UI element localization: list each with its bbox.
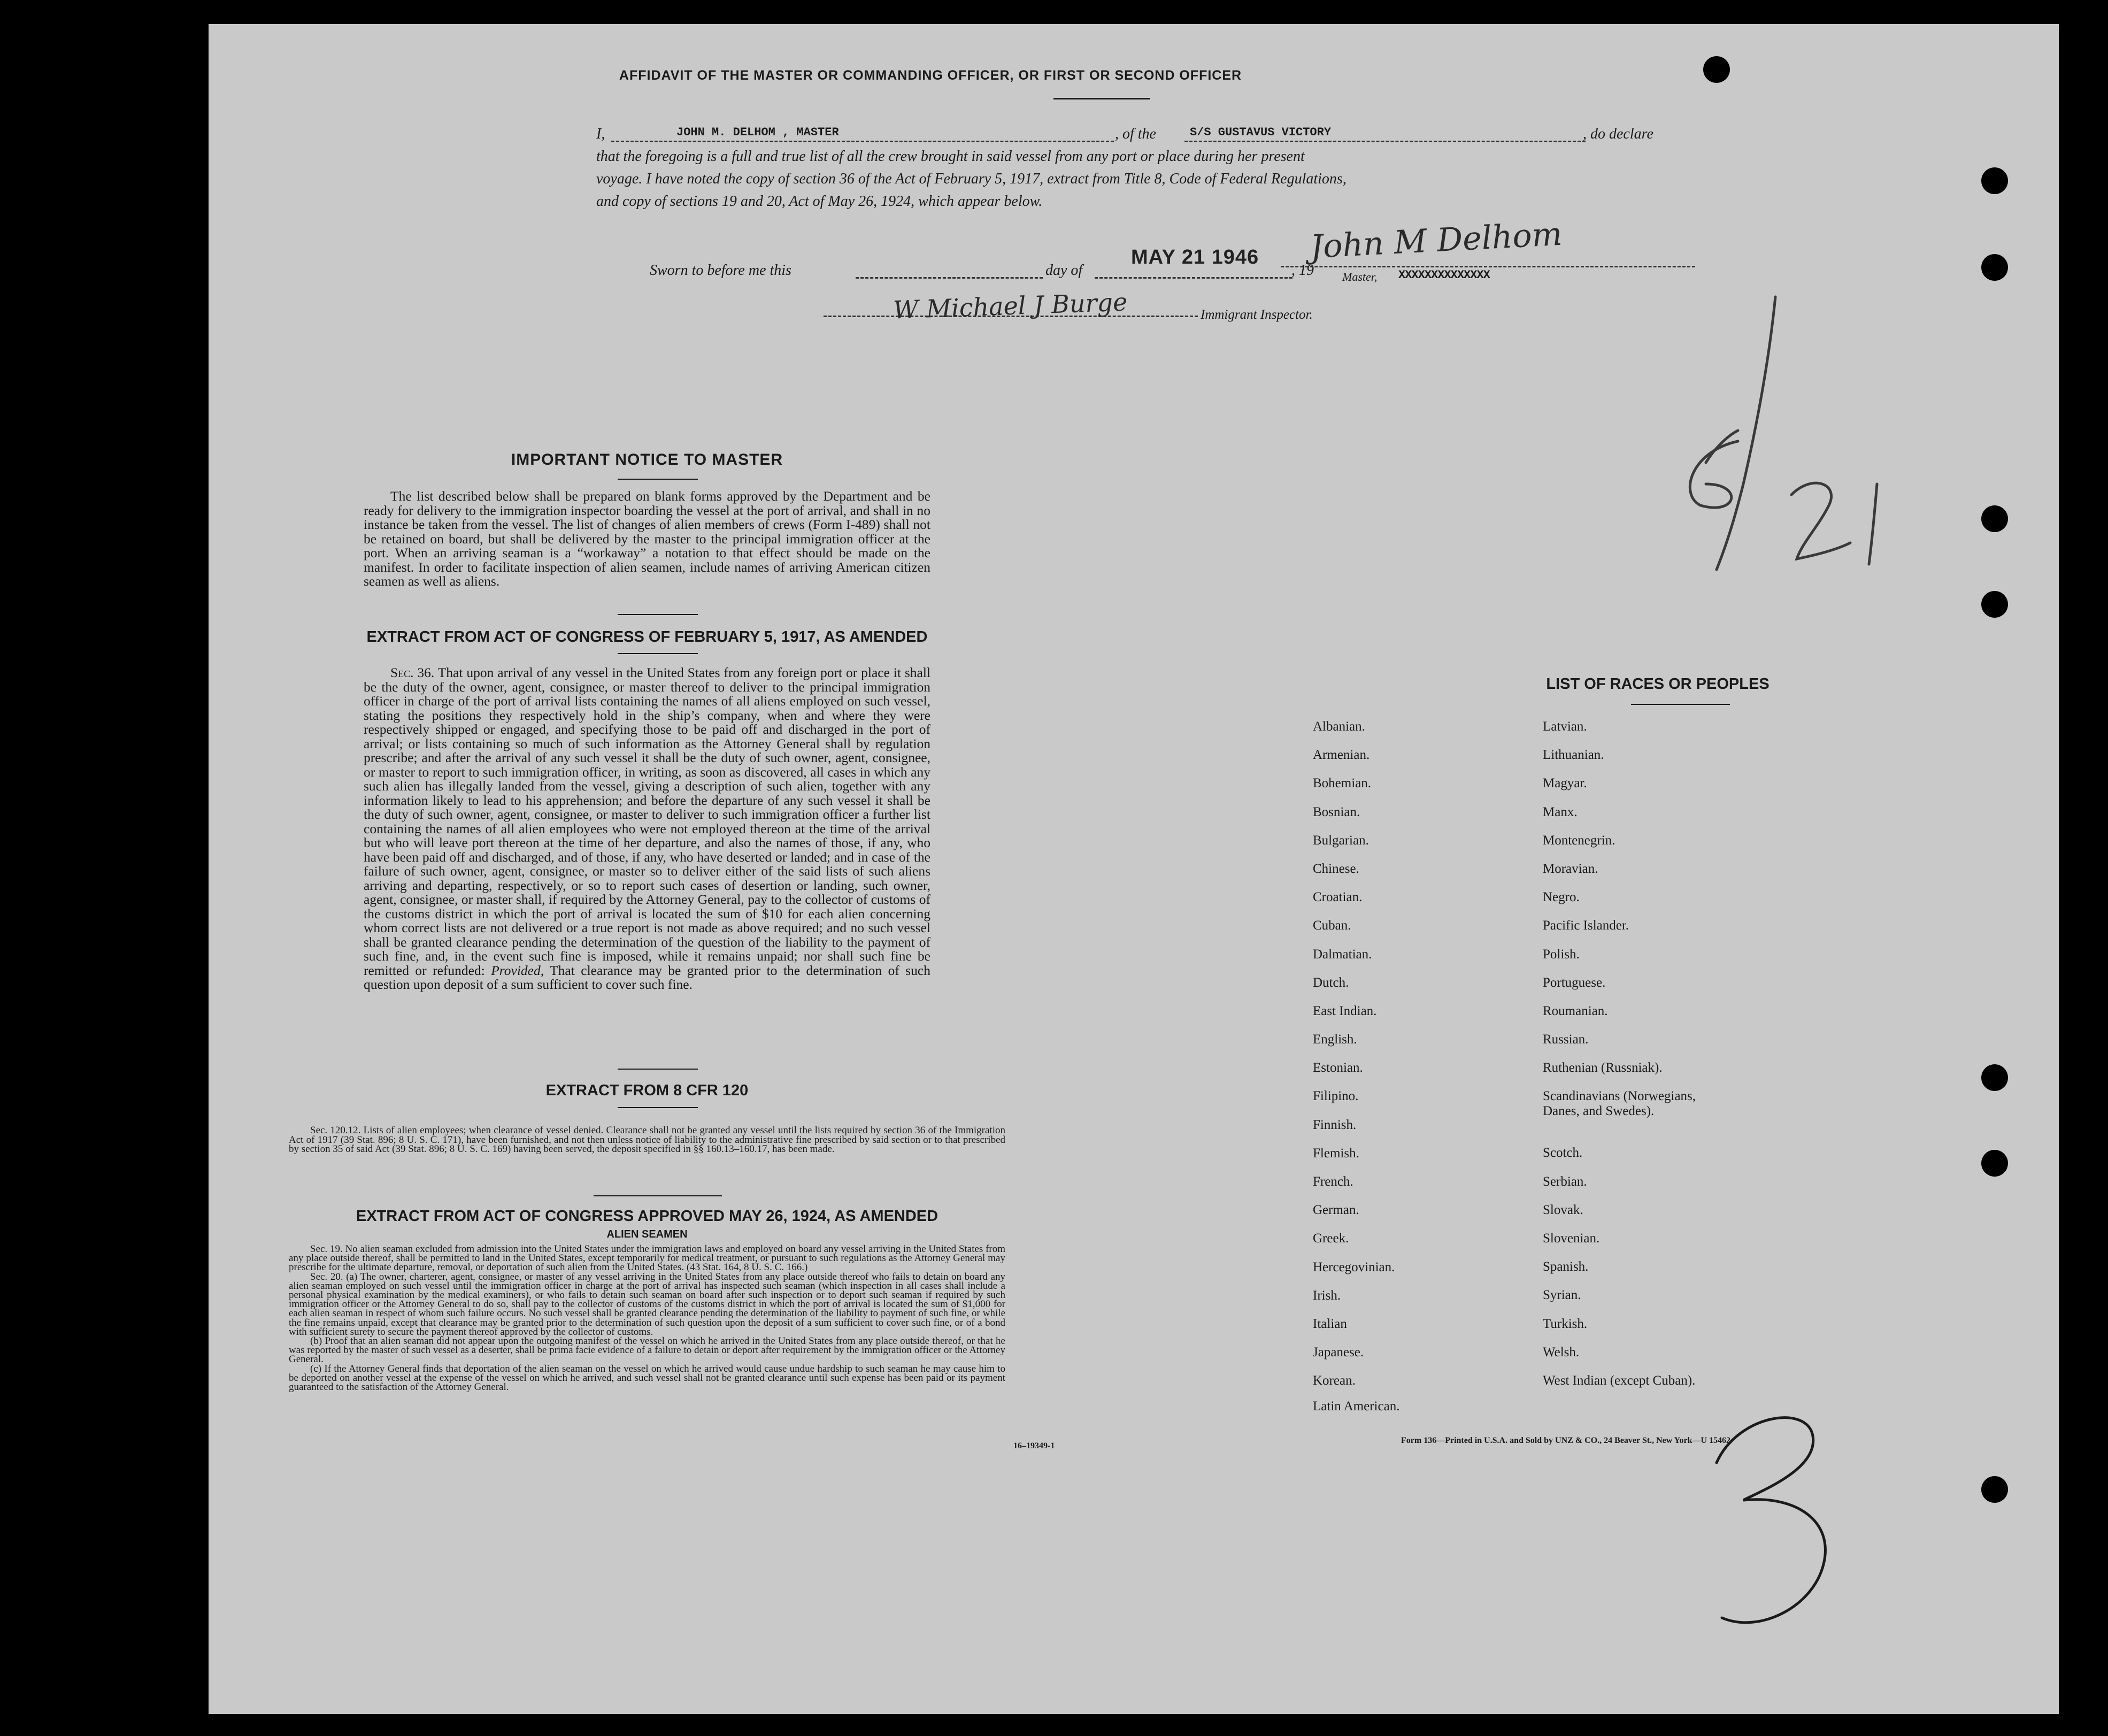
race-item: Syrian. [1543,1288,1581,1303]
race-item: Serbian. [1543,1174,1587,1189]
race-item: Portuguese. [1543,975,1606,990]
race-item: Latin American. [1313,1399,1400,1414]
dotted-line [1281,266,1695,267]
race-item: Pacific Islander. [1543,918,1629,933]
year-label: , 19 [1291,262,1314,279]
race-item: Greek. [1313,1231,1349,1246]
punch-hole [1981,254,2008,281]
race-item: Italian [1313,1316,1347,1331]
race-item: English. [1313,1032,1357,1047]
day-of-label: day of [1045,262,1083,279]
race-item: Korean. [1313,1373,1356,1388]
extract-1924-body [289,1245,1005,1392]
master-signature: John M Delhom [1309,215,1564,266]
race-item: Montenegrin. [1543,833,1615,848]
declaration-line-2: that the foregoing is a full and true list of all the crew brought in said vessel from any port or place during her present [596,148,1305,165]
race-item: Dalmatian. [1313,947,1372,962]
sec-20c-text: (c) If the Attorney General finds that deportation of the alien seaman on the vessel on which he arrived would cause undue hardship to such seaman he may cause him to be deported on another vessel at the expense of the vessel on which he arrived, and such vessel shall not be granted clearance until such expense has been paid or its payment guaranteed to the satisfaction of the Attorney General. [289,1363,1005,1393]
race-item: Japanese. [1313,1345,1364,1360]
do-declare-label: , do declare [1583,126,1653,142]
printer-footer: Form 136—Printed in U.S.A. and Sold by UNZ & CO., 24 Beaver St., New York—U 15462 [1401,1436,1731,1445]
race-item: Negro. [1543,890,1580,905]
race-item: Spanish. [1543,1259,1589,1274]
race-item: Estonian. [1313,1061,1363,1076]
race-item: East Indian. [1313,1003,1377,1018]
declaration-line-3: voyage. I have noted the copy of section 36 of the Act of February 5, 1917, extract from Title 8, Code of Federal Regulations, [596,171,1347,187]
race-item: Bosnian. [1313,804,1360,819]
punch-hole [1981,591,2008,618]
race-item: Bohemian. [1313,776,1372,791]
race-item: Roumanian. [1543,1003,1608,1018]
race-item: Slovak. [1543,1202,1583,1217]
declaration-line-4: and copy of sections 19 and 20, Act of May 26, 1924, which appear below. [596,193,1043,210]
cfr-body: Sec. 120.12. Lists of alien employees; when clearance of vessel denied. Clearance shall not be granted any vessel until the lists required by section 36 of the Immigration Act of 1917 (39 Stat. 896; 8 U. S. C. 171), have been furnished, and not then unless notice of liability to the administrative fine prescribed by said section or to that prescribed by section 35 of said Act (39 Stat. 896; 8 U. S. C. 169) having been served, the deposit specified in §§ 160.13–160.17, has been made. [289,1125,1005,1155]
race-item: Albanian. [1313,719,1365,734]
race-item: French. [1313,1174,1353,1189]
races-left-column [1313,719,1527,1428]
dotted-line [856,277,1043,279]
punch-hole [1703,56,1730,83]
sec-20a-text: Sec. 20. (a) The owner, charterer, agent, consignee, or master of any vessel arriving in the United States from any place outside thereof who fails to detain on board any alien seaman employed on such vessel until the immigration officer in charge at the port of arrival has inspected such seaman (which inspection in all cases shall include a personal physical examination by the medical examiners), or who fails to detain such seaman on board after such inspection or to deport such seaman if required by such immigration officer or the Attorney General to do so, shall pay to the collector of customs of the customs district in which the port of arrival is located the sum of $1,000 for each alien seaman in respect of whom such failure occurs. No such vessel shall be granted clearance pending the determination of the liability to payment of such fine, or while the fine remains unpaid, except that clearance may be granted prior to the determination of such question upon the deposit of a sum sufficient to cover such fine, or of a bond with sufficient surety to secure the payment thereof approved by the collector of customs. [289,1271,1005,1338]
race-item: Latvian. [1543,719,1587,734]
race-item: Russian. [1543,1032,1589,1047]
extract-1917-body [364,666,930,992]
race-item: Cuban. [1313,918,1351,933]
extract-1917-rule [618,653,698,654]
race-item: Moravian. [1543,861,1598,876]
vessel-name-field: S/S GUSTAVUS VICTORY [1190,126,1332,139]
punch-hole [1981,1064,2008,1091]
race-item: Filipino. [1313,1089,1359,1104]
race-item: West Indian (except Cuban). [1543,1373,1696,1388]
cfr-end-rule [594,1195,722,1196]
i-label: I, [596,126,605,142]
punch-hole [1981,167,2008,194]
notice-title: IMPORTANT NOTICE TO MASTER [511,451,783,468]
form-code: 16–19349-1 [1013,1441,1055,1450]
struck-officer-title: XXXXXXXXXXXXXX [1398,268,1490,282]
affidavit-title: AFFIDAVIT OF THE MASTER OR COMMANDING OFFICER, OR FIRST OR SECOND OFFICER [619,68,1242,83]
punch-hole [1981,505,2008,532]
dotted-line [1095,277,1293,279]
sec-20b-text: (b) Proof that an alien seaman did not appear upon the outgoing manifest of the vessel on which he arrived in the United States from any place outside thereof, or that he was reported by the master of such vessel as a deserter, shall be prima facie evidence of a failure to detain or deport after requirement by the immigration officer or the Attorney General. [289,1335,1005,1365]
master-name-field: JOHN M. DELHOM , MASTER [676,126,839,139]
race-item: Polish. [1543,947,1580,962]
declaration-line-1 [596,126,1826,147]
notice-end-rule [618,614,698,615]
race-item: Armenian. [1313,748,1370,763]
race-item: Chinese. [1313,861,1359,876]
inspector-signature: W Michael J Burge [893,287,1128,325]
race-item: Scotch. [1543,1146,1583,1161]
race-item: Finnish. [1313,1117,1357,1132]
race-item: Welsh. [1543,1345,1580,1359]
affidavit-page [209,24,2059,1714]
provided-label: Provided, [491,962,544,978]
race-item: Turkish. [1543,1316,1588,1331]
pencil-date-mark [1599,291,1898,612]
race-item: Bulgarian. [1313,833,1369,848]
race-item: Lithuanian. [1543,748,1604,763]
race-item: Flemish. [1313,1146,1359,1161]
sec-19-text: Sec. 19. No alien seaman excluded from admission into the United States under the immigration laws and employed on board any vessel arriving in the United States from any place outside thereof, shall be permitted to land in the United States, except temporarily for medical treatment, or pursuant to such regulations as the Attorney General may prescribe for the ultimate departure, removal, or deportation of such alien from the United States. (43 Stat. 164, 8 U. S. C. 166.) [289,1243,1005,1273]
of-the-label: , of the [1115,126,1156,142]
race-item: German. [1313,1203,1359,1218]
dotted-line [611,141,1114,142]
section-36-label: Sec. 36. [390,665,435,680]
cfr-title: EXTRACT FROM 8 CFR 120 [545,1082,749,1099]
title-rule [1053,98,1150,99]
section-36-end: That clearance may be granted prior to the determination of such question upon deposit of a sum sufficient to cover such fine. [364,962,930,992]
races-right-column [1543,719,1783,1402]
notice-body: The list described below shall be prepared on blank forms approved by the Department and be ready for delivery to the immigration inspector boarding the vessel at the port of arrival, and shall in no instance be taken from the vessel. The list of changes of alien members of crews (Form I-489) shall not be retained on board, but shall be delivered by the master to the principal immigration officer at the port. When an arriving seaman is a “workaway” a notation to that effect should be made on the manifest. In order to facilitate inspection of alien seamen, include names of arriving American citizen seamen as well as aliens. [364,488,930,589]
punch-hole [1981,1150,2008,1177]
race-item: Croatian. [1313,890,1363,905]
pencil-page-number [1706,1393,1845,1639]
sworn-label: Sworn to before me this [650,262,791,279]
cfr-rule [618,1107,698,1108]
races-rule [1631,704,1730,705]
extract-1917-title: EXTRACT FROM ACT OF CONGRESS OF FEBRUARY 5, 1917, AS AMENDED [366,628,928,646]
date-stamp: MAY 21 1946 [1131,246,1259,268]
inspector-label: Immigrant Inspector. [1201,308,1313,322]
race-item: Manx. [1543,804,1578,819]
race-item: Hercegovinian. [1313,1259,1395,1274]
extract-1917-end-rule [618,1069,698,1070]
section-36-text: That upon arrival of any vessel in the United States from any foreign port or place it shall be the duty of the owner, agent, consignee, or master thereof to deliver to the principal immigration officer in charge of the port of arrival lists containing the names of all aliens employed on such vessel, stating the positions they respectively hold in the ship’s company, when and where they were respectively shipped or engaged, and specifying those to be paid off and discharged in the port of arrival; or lists containing so much of such information as the Attorney General shall by regulation prescribe; and after the arrival of any such vessel it shall be the duty of such owner, agent, consignee, or master to report to such immigration officer, in writing, as soon as discovered, all cases in which any such alien has illegally landed from the vessel, giving a description of such alien, together with any information likely to lead to his apprehension; and before the departure of any such vessel it shall be the duty of such owner, agent, consignee, or master to deliver to such immigration officer a further list containing the names of all alien employees who were not employed thereon at the time of the arrival but who will leave port thereon at the time of her departure, and also the names of those, if any, who have been paid off and discharged, and of those, if any, who have deserted or landed; and in case of the failure of such owner, agent, consignee, or master so to deliver either of the said lists of such aliens arriving and departing, respectively, or so to report such cases of desertion or landing, such owner, agent, consignee, or master shall, if required by the Attorney General, pay to the collector of customs of the customs district in which the port of arrival is located the sum of $10 for each alien concerning whom correct lists are not delivered or a true report is not made as above required; and no such vessel shall be granted clearance pending the determination of the question of the liability to the payment of such fine, and, in the event such fine is imposed, while it remains unpaid; nor shall such fine be remitted or refunded: [364,665,930,978]
notice-rule [618,479,698,480]
race-item: Dutch. [1313,975,1349,990]
extract-1924-title: EXTRACT FROM ACT OF CONGRESS APPROVED MAY 26, 1924, AS AMENDED [356,1208,938,1225]
master-title-label: Master, [1342,270,1378,283]
races-title: LIST OF RACES OR PEOPLES [1546,675,1770,693]
race-item: Magyar. [1543,776,1587,791]
race-item: Slovenian. [1543,1231,1600,1246]
dotted-line [1184,141,1586,142]
extract-1924-subtitle: ALIEN SEAMEN [606,1228,688,1240]
punch-hole [1981,1476,2008,1503]
race-item: Scandinavians (Norwegians, Danes, and Swedes). [1543,1089,1696,1119]
race-item: Irish. [1313,1288,1341,1303]
race-item: Ruthenian (Russniak). [1543,1061,1663,1076]
